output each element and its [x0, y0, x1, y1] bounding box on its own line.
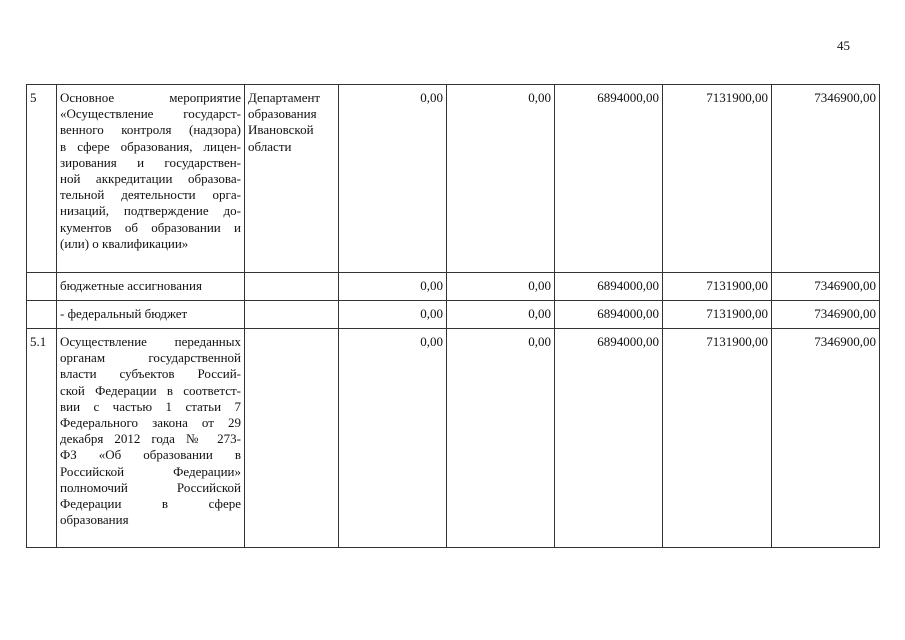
description-line: Российской Федерации» — [60, 463, 241, 479]
table-body — [27, 85, 880, 548]
amount-v4: 7131900,00 — [663, 273, 772, 301]
executor-line: области — [248, 138, 292, 154]
description-line: Федерального закона от 29 — [60, 415, 241, 431]
row-number: 5 — [27, 85, 57, 273]
table-row — [27, 273, 880, 301]
budget-table — [26, 84, 880, 548]
description-line: венного контроля (надзора) — [60, 122, 241, 138]
amount-v3: 6894000,00 — [555, 301, 663, 329]
row-description — [57, 85, 245, 273]
description-line: бюджетные ассигнования — [60, 278, 202, 293]
description-line: ФЗ «Об образовании в — [60, 447, 241, 463]
page-number: 45 — [837, 38, 850, 53]
description-line: образования — [60, 512, 129, 528]
amount-v1: 0,00 — [339, 85, 447, 273]
description-line: вии с частью 1 статьи 7 — [60, 398, 241, 414]
description-line: зирования и государствен- — [60, 154, 241, 170]
amount-v1: 0,00 — [339, 329, 447, 548]
row-executor — [245, 85, 339, 273]
table-row — [27, 85, 880, 273]
description-line: в сфере образования, лицен- — [60, 138, 241, 154]
row-executor — [245, 273, 339, 301]
row-executor — [245, 329, 339, 548]
description-line: Осуществление переданных — [60, 334, 241, 349]
row-description — [57, 273, 245, 301]
description-line: органам государственной — [60, 350, 241, 366]
amount-v4: 7131900,00 — [663, 329, 772, 548]
description-line: ской Федерации в соответст- — [60, 382, 241, 398]
description-line: низаций, подтверждение до- — [60, 203, 241, 219]
row-number: 5.1 — [27, 329, 57, 548]
description-line: Основное мероприятие — [60, 90, 241, 105]
description-line: декабря 2012 года № 273- — [60, 431, 241, 447]
description-line: - федеральный бюджет — [60, 306, 188, 321]
amount-v4: 7131900,00 — [663, 301, 772, 329]
row-executor — [245, 301, 339, 329]
amount-v3: 6894000,00 — [555, 273, 663, 301]
description-line: «Осуществление государст- — [60, 106, 241, 122]
amount-v2: 0,00 — [447, 273, 555, 301]
description-line: тельной деятельности орга- — [60, 187, 241, 203]
amount-v4: 7131900,00 — [663, 85, 772, 273]
table-row — [27, 301, 880, 329]
amount-v2: 0,00 — [447, 301, 555, 329]
amount-v5: 7346900,00 — [772, 301, 880, 329]
executor-line: образования — [248, 106, 317, 122]
description-line: ной аккредитации образова- — [60, 171, 241, 187]
amount-v3: 6894000,00 — [555, 329, 663, 548]
description-line: полномочий Российской — [60, 479, 241, 495]
row-number — [27, 301, 57, 329]
amount-v5: 7346900,00 — [772, 85, 880, 273]
amount-v2: 0,00 — [447, 85, 555, 273]
row-number — [27, 273, 57, 301]
row-description — [57, 301, 245, 329]
description-line: кументов об образовании и — [60, 219, 241, 235]
amount-v1: 0,00 — [339, 273, 447, 301]
row-description — [57, 329, 245, 548]
executor-line: Департамент — [248, 90, 321, 105]
description-line: (или) о квалификации» — [60, 235, 189, 251]
amount-v5: 7346900,00 — [772, 329, 880, 548]
amount-v5: 7346900,00 — [772, 273, 880, 301]
description-line: Федерации в сфере — [60, 496, 241, 512]
executor-line: Ивановской — [248, 122, 314, 138]
amount-v1: 0,00 — [339, 301, 447, 329]
amount-v2: 0,00 — [447, 329, 555, 548]
description-line: власти субъектов Россий- — [60, 366, 241, 382]
amount-v3: 6894000,00 — [555, 85, 663, 273]
table-row — [27, 329, 880, 548]
